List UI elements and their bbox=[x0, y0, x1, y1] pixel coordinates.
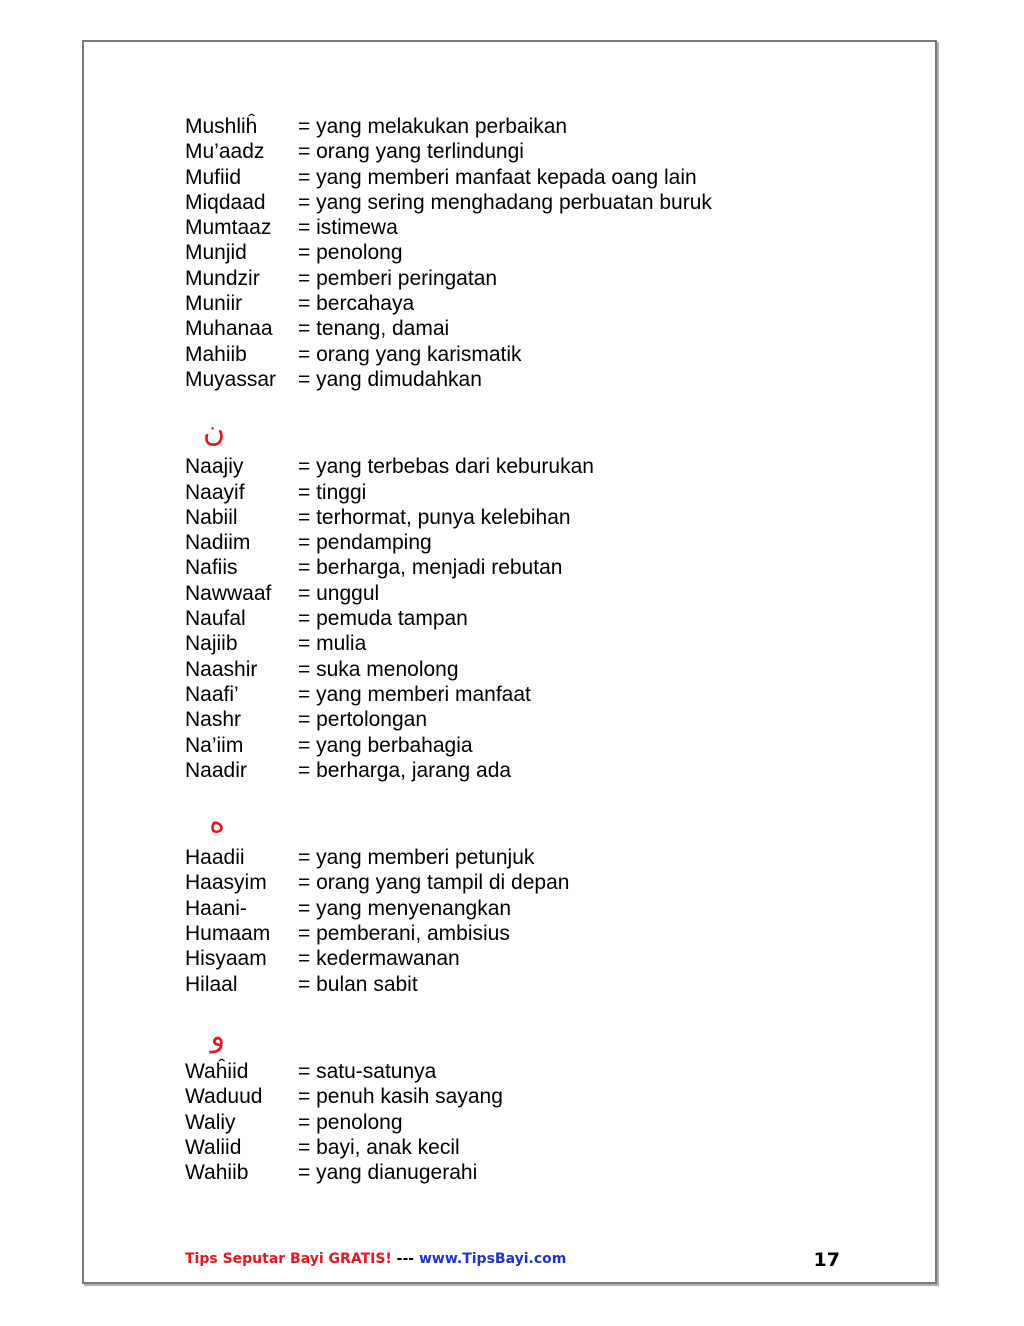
list-item bbox=[185, 114, 865, 139]
list-item bbox=[185, 758, 865, 783]
list-item bbox=[185, 1059, 865, 1084]
list-item bbox=[185, 896, 865, 921]
entry-name: Mushliĥ bbox=[185, 115, 258, 138]
entry-name: Muniir bbox=[185, 292, 243, 316]
section-letter: ن bbox=[202, 414, 225, 450]
entry-meaning: = bayi, anak kecil bbox=[298, 1135, 460, 1159]
list-item bbox=[185, 240, 865, 265]
entry-meaning: = pemuda tampan bbox=[298, 607, 468, 631]
list-item bbox=[185, 1110, 865, 1135]
entry-name: Naadir bbox=[185, 758, 247, 782]
entry-meaning: = orang yang tampil di depan bbox=[298, 871, 570, 895]
entry-meaning: = yang memberi manfaat bbox=[298, 682, 531, 706]
section-letter: ه bbox=[209, 805, 225, 841]
entry-meaning: = orang yang karismatik bbox=[298, 342, 522, 366]
list-item bbox=[185, 505, 865, 530]
entry-name: Miqdaad bbox=[185, 190, 266, 214]
footer-text bbox=[185, 1251, 566, 1267]
entry-name: Waliy bbox=[185, 1110, 236, 1134]
list-item bbox=[185, 682, 865, 707]
entry-meaning: = penolong bbox=[298, 241, 403, 265]
entry-name: Naashir bbox=[185, 657, 258, 681]
list-item bbox=[185, 733, 865, 758]
section-waw bbox=[185, 1015, 865, 1185]
entry-meaning: = yang melakukan perbaikan bbox=[298, 115, 568, 138]
entry-name: Nashr bbox=[185, 708, 242, 732]
entry-meaning: = penuh kasih sayang bbox=[298, 1085, 503, 1109]
list-item bbox=[185, 707, 865, 732]
entry-meaning: = satu-satunya bbox=[298, 1059, 437, 1083]
entry-meaning: = orang yang terlindungi bbox=[298, 140, 524, 164]
list-item bbox=[185, 870, 865, 895]
entry-name: Mufiid bbox=[185, 165, 242, 189]
list-item bbox=[185, 555, 865, 580]
list-item bbox=[185, 480, 865, 505]
entry-name: Mu’aadz bbox=[185, 140, 265, 164]
entry-meaning: = pemberi peringatan bbox=[298, 266, 498, 290]
list-item bbox=[185, 972, 865, 997]
entry-meaning: = pertolongan bbox=[298, 708, 428, 732]
entry-meaning: = penolong bbox=[298, 1110, 403, 1134]
list-item bbox=[185, 1160, 865, 1185]
entry-meaning: = berharga, jarang ada bbox=[298, 758, 512, 782]
entry-meaning: = tinggi bbox=[298, 480, 367, 504]
entry-name: Nawwaaf bbox=[185, 581, 272, 605]
list-item bbox=[185, 454, 865, 479]
list-item bbox=[185, 530, 865, 555]
entry-meaning: = yang memberi manfaat kepada oang lain bbox=[298, 165, 697, 189]
list-item bbox=[185, 631, 865, 656]
entry-meaning: = bulan sabit bbox=[298, 972, 418, 996]
entry-meaning: = kedermawanan bbox=[298, 947, 460, 971]
entry-name: Nabiil bbox=[185, 505, 238, 529]
entry-name: Nadiim bbox=[185, 531, 251, 555]
entry-name: Mumtaaz bbox=[185, 216, 272, 240]
entry-meaning: = yang dianugerahi bbox=[298, 1161, 478, 1185]
entry-meaning: = yang berbahagia bbox=[298, 733, 473, 757]
entry-meaning: = yang dimudahkan bbox=[298, 367, 482, 391]
list-item bbox=[185, 946, 865, 971]
entry-meaning: = yang sering menghadang perbuatan buruk bbox=[298, 190, 712, 214]
entry-name: Haani- bbox=[185, 896, 247, 920]
list-item bbox=[185, 1084, 865, 1109]
section-ha bbox=[185, 801, 865, 997]
entry-name: Wahiib bbox=[185, 1161, 249, 1185]
list-item bbox=[185, 291, 865, 316]
entry-meaning: = terhormat, punya kelebihan bbox=[298, 505, 571, 529]
list-item bbox=[185, 657, 865, 682]
entry-meaning: = pemberani, ambisius bbox=[298, 922, 510, 946]
entry-name: Waĥiid bbox=[185, 1059, 249, 1083]
entry-name: Naufal bbox=[185, 607, 246, 631]
entry-meaning: = bercahaya bbox=[298, 292, 415, 316]
list-item bbox=[185, 342, 865, 367]
entry-meaning: = pendamping bbox=[298, 531, 432, 555]
entry-name: Muhanaa bbox=[185, 317, 273, 341]
list-item bbox=[185, 190, 865, 215]
list-item bbox=[185, 1135, 865, 1160]
entry-meaning: = unggul bbox=[298, 581, 380, 605]
entry-name: Mahiib bbox=[185, 342, 247, 366]
entry-meaning: = berharga, menjadi rebutan bbox=[298, 556, 563, 580]
entry-meaning: = yang terbebas dari keburukan bbox=[298, 455, 594, 479]
entry-name: Mundzir bbox=[185, 266, 260, 290]
footer-separator: --- bbox=[391, 1251, 419, 1267]
section-mim bbox=[185, 114, 865, 392]
footer-tagline: Tips Seputar Bayi GRATIS! bbox=[185, 1251, 392, 1267]
entry-name: Waliid bbox=[185, 1135, 242, 1159]
list-item bbox=[185, 215, 865, 240]
footer-website-link[interactable]: www.TipsBayi.com bbox=[418, 1251, 567, 1267]
entry-name: Naayif bbox=[185, 480, 245, 504]
entry-meaning: = mulia bbox=[298, 632, 367, 656]
list-item bbox=[185, 606, 865, 631]
list-item bbox=[185, 921, 865, 946]
entry-name: Nafiis bbox=[185, 556, 238, 580]
entry-name: Naajiy bbox=[185, 455, 244, 479]
list-item bbox=[185, 367, 865, 392]
entry-name: Munjid bbox=[185, 241, 247, 265]
list-item bbox=[185, 845, 865, 870]
entry-name: Najiib bbox=[185, 632, 238, 656]
entry-meaning: = yang memberi petunjuk bbox=[298, 846, 535, 870]
entry-meaning: = yang menyenangkan bbox=[298, 896, 512, 920]
list-item bbox=[185, 266, 865, 291]
entry-name: Hilaal bbox=[185, 972, 238, 996]
entry-name: Waduud bbox=[185, 1085, 263, 1109]
section-letter: و bbox=[210, 1018, 225, 1054]
list-item bbox=[185, 581, 865, 606]
entry-name: Na’iim bbox=[185, 733, 244, 757]
list-item bbox=[185, 316, 865, 341]
entry-name: Haadii bbox=[185, 846, 245, 870]
page-footer bbox=[185, 1249, 840, 1271]
entry-name: Humaam bbox=[185, 922, 271, 946]
list-item bbox=[185, 165, 865, 190]
entry-name: Hisyaam bbox=[185, 947, 267, 971]
entry-meaning: = tenang, damai bbox=[298, 317, 450, 341]
page-number: 17 bbox=[813, 1249, 840, 1271]
name-list bbox=[185, 114, 865, 1185]
entry-name: Haasyim bbox=[185, 871, 267, 895]
entry-name: Naafi’ bbox=[185, 682, 239, 706]
entry-meaning: = istimewa bbox=[298, 216, 398, 240]
entry-meaning: = suka menolong bbox=[298, 657, 459, 681]
entry-name: Muyassar bbox=[185, 367, 277, 391]
list-item bbox=[185, 139, 865, 164]
section-nun bbox=[185, 410, 865, 783]
